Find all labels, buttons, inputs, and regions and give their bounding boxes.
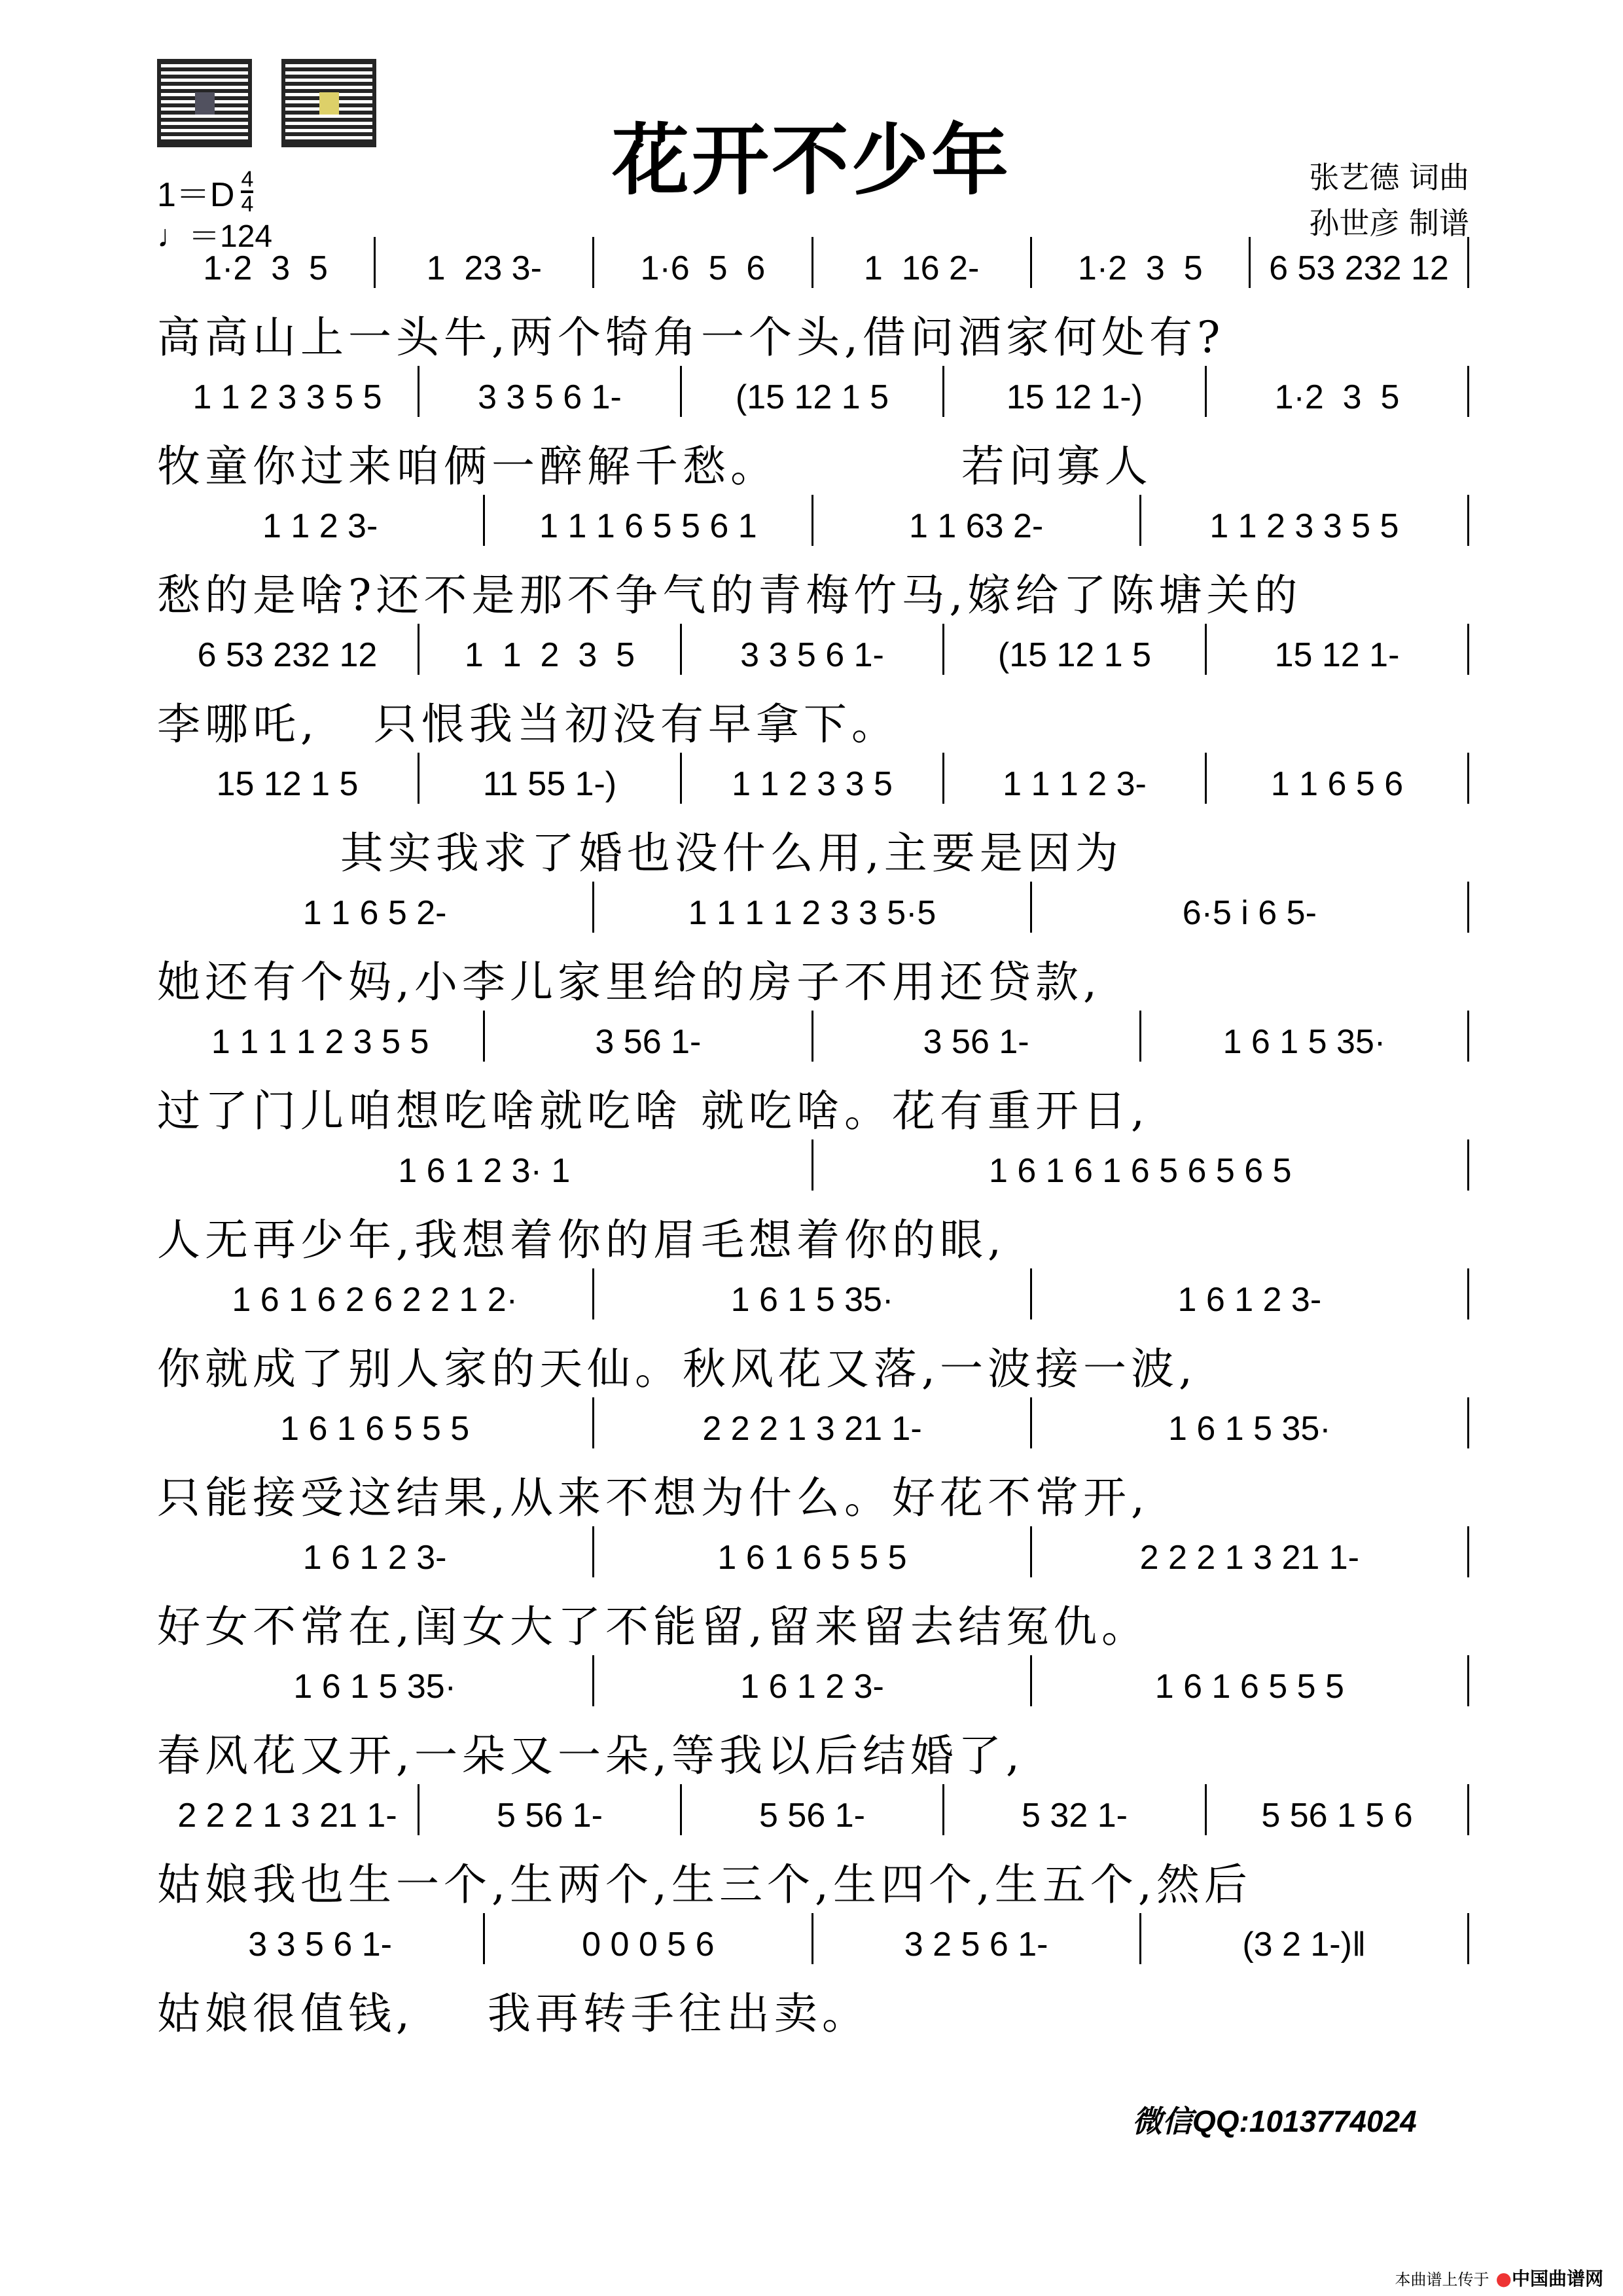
measure: (15 12 1 5 [944, 624, 1207, 675]
lyrics-line: 高高山上一头牛,两个犄角一个头,借问酒家何处有? [157, 312, 1225, 363]
staff-system [157, 1918, 1469, 2041]
lyrics-line: 愁的是啥?还不是那不争气的青梅竹马,嫁给了陈塘关的 [157, 570, 1302, 620]
time-signature [241, 168, 253, 215]
notes-row [157, 1016, 1469, 1062]
lyrics-line: 只能接受这结果,从来不想为什么。好花不常开, [157, 1473, 1149, 1523]
lyrics-line: 姑娘很值钱, 我再转手往出卖。 [157, 1988, 870, 2039]
measure: 5 32 1- [944, 1784, 1207, 1835]
measure: 1 1 2 3 3 5 5 [157, 366, 419, 417]
measure: 1·2 3 5 [1207, 366, 1469, 417]
notes-row [157, 1660, 1469, 1706]
measure: 1·6 5 6 [594, 237, 813, 288]
measure: 3 3 5 6 1- [157, 1913, 485, 1964]
measure: 1 6 1 2 3- [1032, 1268, 1469, 1319]
measure: 2 2 2 1 3 21 1- [157, 1784, 419, 1835]
measure: 3 56 1- [813, 1011, 1141, 1062]
time-bottom: 4 [241, 191, 254, 217]
measure: 1 16 2- [813, 237, 1032, 288]
notes-row [157, 1532, 1469, 1577]
measure: 1 6 1 6 2 6 2 2 1 2· [157, 1268, 594, 1319]
time-top: 4 [241, 166, 254, 192]
measure: 5 56 1- [682, 1784, 944, 1835]
measure: 6 53 232 12 [1251, 237, 1469, 288]
measure: 5 56 1- [419, 1784, 682, 1835]
staff-system [157, 1403, 1469, 1525]
measure: 1 1 6 5 2- [157, 882, 594, 933]
notes-row [157, 371, 1469, 417]
notes-row [157, 1274, 1469, 1319]
measure: 15 12 1-) [944, 366, 1207, 417]
lyrics-line: 过了门儿咱想吃啥就吃啥 就吃啥。花有重开日, [157, 1086, 1149, 1136]
measure: 1 6 1 6 1 6 5 6 5 6 5 [813, 1139, 1470, 1191]
lyrics-line: 人无再少年,我想着你的眉毛想着你的眼, [157, 1215, 1006, 1265]
measure: 1 6 1 6 5 5 5 [594, 1526, 1031, 1577]
measure: 1 1 2 3 3 5 [682, 753, 944, 804]
lyrics-line: 好女不常在,闺女大了不能留,留来留去结冤仇。 [157, 1602, 1149, 1652]
measure: 1 1 1 1 2 3 5 5 [157, 1011, 485, 1062]
measure: 1 6 1 2 3· 1 [157, 1139, 813, 1191]
lyrics-line: 你就成了别人家的天仙。秋风花又落,一波接一波, [157, 1344, 1197, 1394]
notes-row [157, 629, 1469, 675]
staff-system [157, 887, 1469, 1009]
measure: 3 3 5 6 1- [419, 366, 682, 417]
measure: 3 56 1- [485, 1011, 813, 1062]
measure: 3 3 5 6 1- [682, 624, 944, 675]
measure: 1 6 1 5 35· [1032, 1397, 1469, 1448]
measure: 1 6 1 5 35· [157, 1655, 594, 1706]
measure: 1 1 2 3 3 5 5 [1141, 495, 1469, 546]
staff-system [157, 1660, 1469, 1783]
notes-row [157, 758, 1469, 804]
measure: 1·2 3 5 [1032, 237, 1251, 288]
lyrics-line: 她还有个妈,小李儿家里给的房子不用还贷款, [157, 957, 1101, 1007]
measure: 3 2 5 6 1- [813, 1913, 1141, 1964]
measure: 1 1 63 2- [813, 495, 1141, 546]
staff-system [157, 1789, 1469, 1912]
staff-system [157, 242, 1469, 365]
notes-row [157, 1403, 1469, 1448]
measure: 1 1 1 6 5 5 6 1 [485, 495, 813, 546]
notes-row [157, 887, 1469, 933]
measure: (15 12 1 5 [682, 366, 944, 417]
measure: 1 6 1 6 5 5 5 [157, 1397, 594, 1448]
footer [1395, 2265, 1603, 2291]
measure: 6·5 i 6 5- [1032, 882, 1469, 933]
key-signature [157, 167, 253, 216]
tempo: ♩＝124 [157, 219, 273, 254]
staff-system [157, 500, 1469, 622]
song-title: 花开不少年 [611, 115, 1011, 206]
composer-credit: 张艺德 词曲 [1309, 160, 1469, 195]
measure: 1 1 1 2 3- [944, 753, 1207, 804]
key: 1＝D [157, 176, 235, 214]
staff-system [157, 371, 1469, 493]
measure: 1 6 1 2 3- [594, 1655, 1031, 1706]
measure: (3 2 1-)‖ [1141, 1913, 1469, 1964]
measure: 1·2 3 5 [157, 237, 376, 288]
lyrics-line: 姑娘我也生一个,生两个,生三个,生四个,生五个,然后 [157, 1859, 1252, 1910]
notes-row [157, 500, 1469, 546]
measure: 2 2 2 1 3 21 1- [1032, 1526, 1469, 1577]
notes-row [157, 242, 1469, 288]
staff-system [157, 1274, 1469, 1396]
site-logo: ●中国曲谱网 [1495, 2268, 1603, 2289]
measure: 1 1 1 1 2 3 3 5·5 [594, 882, 1031, 933]
measure: 15 12 1- [1207, 624, 1469, 675]
measure: 5 56 1 5 6 [1207, 1784, 1469, 1835]
measure: 1 1 2 3- [157, 495, 485, 546]
measure: 1 6 1 2 3- [157, 1526, 594, 1577]
contact-info: 微信QQ:1013774024 [1132, 2104, 1417, 2138]
staff-system [157, 629, 1469, 751]
lyrics-line: 春风花又开,一朵又一朵,等我以后结婚了, [157, 1731, 1024, 1781]
measure: 0 0 0 5 6 [485, 1913, 813, 1964]
measure: 11 55 1-) [419, 753, 682, 804]
lyrics-line: 牧童你过来咱俩一醉解千愁。 若问寡人 [157, 441, 1152, 492]
notes-row [157, 1145, 1469, 1191]
footer-text: 本曲谱上传于 [1395, 2270, 1489, 2289]
measure: 1 6 1 5 35· [1141, 1011, 1469, 1062]
staff-system [157, 1145, 1469, 1267]
measure: 1 23 3- [376, 237, 594, 288]
lyrics-line: 其实我求了婚也没什么用,主要是因为 [157, 828, 1123, 878]
transcriber-credit: 孙世彦 制谱 [1309, 206, 1469, 241]
measure: 1 1 2 3 5 [419, 624, 682, 675]
staff-system [157, 1532, 1469, 1654]
notes-row [157, 1789, 1469, 1835]
measure: 1 1 6 5 6 [1207, 753, 1469, 804]
measure: 6 53 232 12 [157, 624, 419, 675]
staff-system [157, 758, 1469, 880]
measure: 1 6 1 6 5 5 5 [1032, 1655, 1469, 1706]
lyrics-line: 李哪吒, 只恨我当初没有早拿下。 [157, 699, 899, 749]
measure: 15 12 1 5 [157, 753, 419, 804]
measure: 2 2 2 1 3 21 1- [594, 1397, 1031, 1448]
staff-system [157, 1016, 1469, 1138]
notes-row [157, 1918, 1469, 1964]
measure: 1 6 1 5 35· [594, 1268, 1031, 1319]
